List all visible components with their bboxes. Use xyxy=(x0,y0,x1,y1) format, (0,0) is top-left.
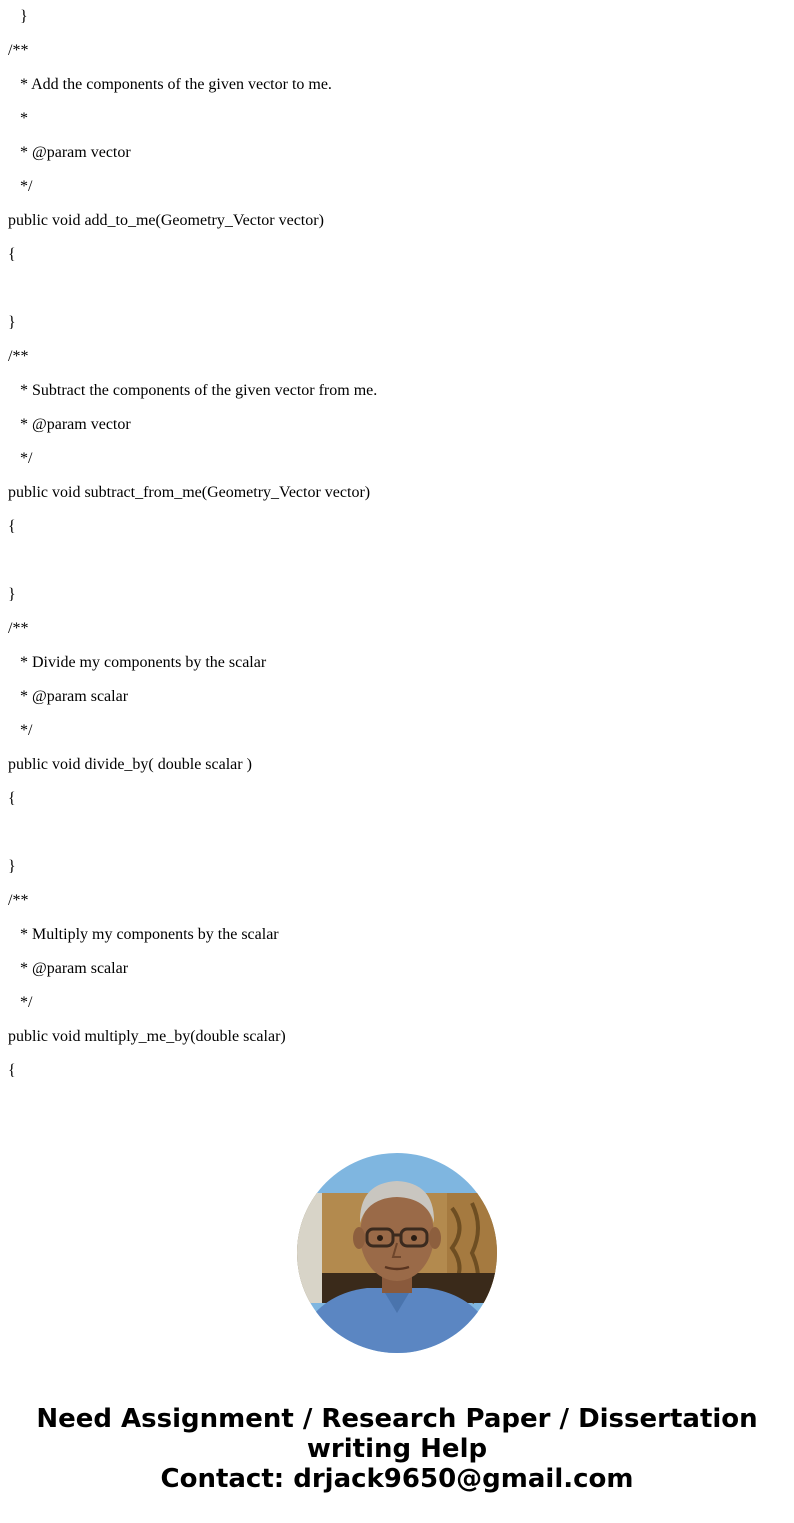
code-line: } xyxy=(8,8,28,25)
code-line: * @param vector xyxy=(8,416,131,433)
code-line: } xyxy=(8,858,16,875)
code-line: */ xyxy=(8,994,33,1011)
cta-contact-line: Contact: drjack9650@gmail.com xyxy=(160,1464,634,1494)
code-line: /** xyxy=(8,348,29,365)
code-line: { xyxy=(8,246,16,263)
code-line: * Subtract the components of the given vector from me. xyxy=(8,382,378,399)
code-line: public void divide_by( double scalar ) xyxy=(8,756,252,773)
cta-line-2: writing Help xyxy=(306,1434,488,1464)
person-portrait-icon xyxy=(297,1153,497,1353)
code-line: { xyxy=(8,518,16,535)
code-line: } xyxy=(8,314,16,331)
code-line: * @param vector xyxy=(8,144,131,161)
code-line: * @param scalar xyxy=(8,688,129,705)
cta-line-1: Need Assignment / Research Paper / Dissertation xyxy=(36,1404,758,1434)
code-line: /** xyxy=(8,42,29,59)
code-line: public void subtract_from_me(Geometry_Vector vector) xyxy=(8,484,371,501)
code-line: */ xyxy=(8,722,33,739)
code-line: * Divide my components by the scalar xyxy=(8,654,267,671)
code-line: */ xyxy=(8,178,33,195)
code-line: { xyxy=(8,1062,16,1079)
code-line: public void multiply_me_by(double scalar) xyxy=(8,1028,286,1045)
code-line: { xyxy=(8,790,16,807)
code-line: * Multiply my components by the scalar xyxy=(8,926,279,943)
code-line: public void add_to_me(Geometry_Vector vector) xyxy=(8,212,324,229)
code-line: /** xyxy=(8,892,29,909)
code-line: */ xyxy=(8,450,33,467)
contact-banner xyxy=(0,1404,794,1494)
code-line: * xyxy=(8,110,28,127)
code-line: * Add the components of the given vector to me. xyxy=(8,76,332,93)
code-line: /** xyxy=(8,620,29,637)
code-line: * @param scalar xyxy=(8,960,129,977)
author-avatar xyxy=(297,1153,497,1353)
code-line: } xyxy=(8,586,16,603)
